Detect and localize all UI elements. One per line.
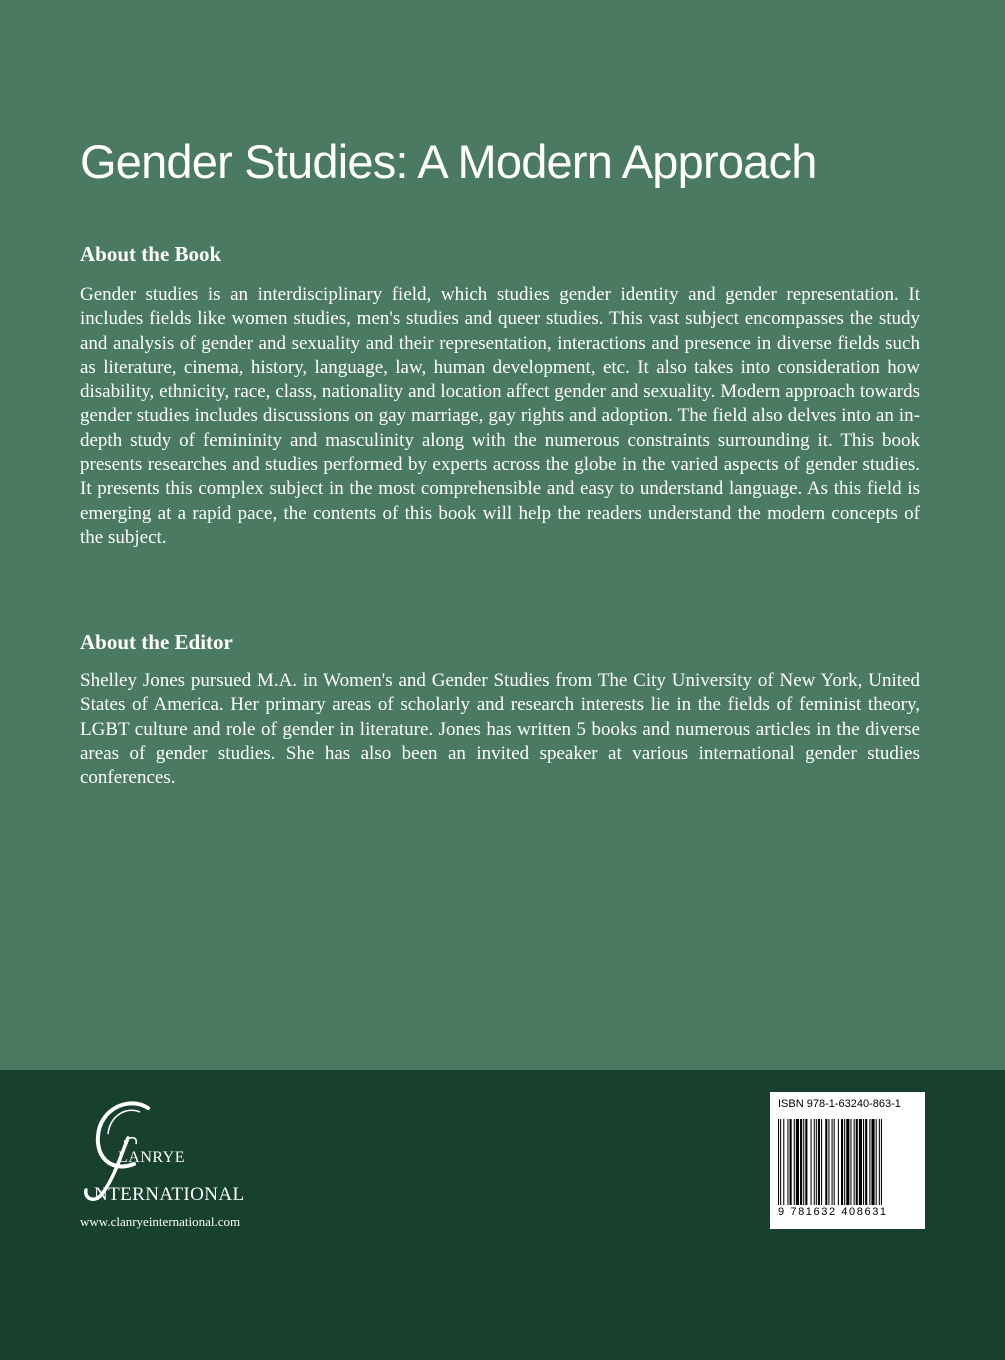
barcode-bar bbox=[863, 1119, 864, 1205]
barcode-bar bbox=[854, 1119, 855, 1205]
barcode-bar bbox=[816, 1119, 817, 1205]
barcode-bar bbox=[821, 1119, 822, 1205]
publisher-name-line1: LANRYE bbox=[118, 1149, 185, 1166]
barcode-bar bbox=[818, 1119, 820, 1205]
isbn-label: ISBN 978-1-63240-863-1 bbox=[778, 1098, 901, 1110]
isbn-barcode bbox=[770, 1092, 925, 1229]
barcode-bar bbox=[783, 1119, 784, 1205]
barcode-bar bbox=[787, 1119, 788, 1205]
barcode-bar bbox=[778, 1119, 779, 1205]
barcode-bar bbox=[838, 1119, 839, 1205]
book-title: Gender Studies: A Modern Approach bbox=[80, 135, 817, 188]
barcode-bar bbox=[850, 1119, 851, 1205]
barcode-bar bbox=[796, 1119, 799, 1205]
barcode-bar bbox=[828, 1119, 829, 1205]
barcode-bar bbox=[856, 1119, 858, 1205]
barcode-bar bbox=[844, 1119, 845, 1205]
barcode-bar bbox=[825, 1119, 827, 1205]
about-editor-text: Shelley Jones pursued M.A. in Women's and Gender Studies from The City University of New York, United States of America. Her primary areas of scholarly and research interests lie in the fields of feminist theory, LGBT culture and role of gender in literature. Jones has written 5 books and numerous articles in the diverse areas of gender studies. She has also been an invited speaker at various international gender studies conferences. bbox=[80, 670, 920, 789]
barcode-bar bbox=[879, 1119, 880, 1205]
publisher-website: www.clanryeinternational.com bbox=[80, 1214, 241, 1229]
barcode-bar bbox=[814, 1119, 815, 1205]
about-book-text: Gender studies is an interdisciplinary field, which studies gender identity and gender representation. It includes fields like women studies, men's studies and queer studies. This vast subject encompasses the study and analysis of gender and sexuality and their representation, interactions and presence in diverse fields such as literature, cinema, history, language, law, human development, etc. It also takes into consideration how disability, ethnicity, race, class, nationality and location affect gender and sexuality. Modern approach towards gender studies includes discussions on gay marriage, gay rights and adoption. The field also delves into an in-depth study of femininity and masculinity along with the numerous constraints surrounding it. This book presents researches and studies performed by experts across the globe in the varied aspects of gender studies. It presents this complex subject in the most comprehensible and easy to understand language. As this field is emerging at a rapid pace, the contents of this book will help the readers understand the modern concepts of the subject. bbox=[80, 284, 920, 548]
barcode-bar bbox=[811, 1119, 812, 1205]
barcode-bar bbox=[859, 1119, 862, 1205]
barcode-bar bbox=[881, 1119, 882, 1205]
barcode-bar bbox=[794, 1119, 795, 1205]
barcode-bar bbox=[832, 1119, 833, 1205]
about-editor-heading: About the Editor bbox=[80, 630, 233, 654]
barcode-bar bbox=[803, 1119, 804, 1205]
barcode-bar bbox=[800, 1119, 802, 1205]
about-book-heading: About the Book bbox=[80, 242, 222, 266]
barcode-bar bbox=[865, 1119, 867, 1205]
barcode-digits: 9 781632 408631 bbox=[778, 1206, 888, 1218]
barcode-bar bbox=[834, 1119, 835, 1205]
barcode-bar bbox=[780, 1119, 781, 1205]
publisher-name-line2: NTERNATIONAL bbox=[94, 1184, 245, 1205]
barcode-bar bbox=[869, 1119, 870, 1205]
barcode-bar bbox=[805, 1119, 807, 1205]
barcode-bar bbox=[846, 1119, 849, 1205]
barcode-bar bbox=[876, 1119, 877, 1205]
barcode-bar bbox=[841, 1119, 843, 1205]
barcode-bars bbox=[778, 1119, 918, 1205]
barcode-bar bbox=[790, 1119, 792, 1205]
publisher-logo bbox=[80, 1098, 310, 1238]
barcode-bar bbox=[871, 1119, 874, 1205]
